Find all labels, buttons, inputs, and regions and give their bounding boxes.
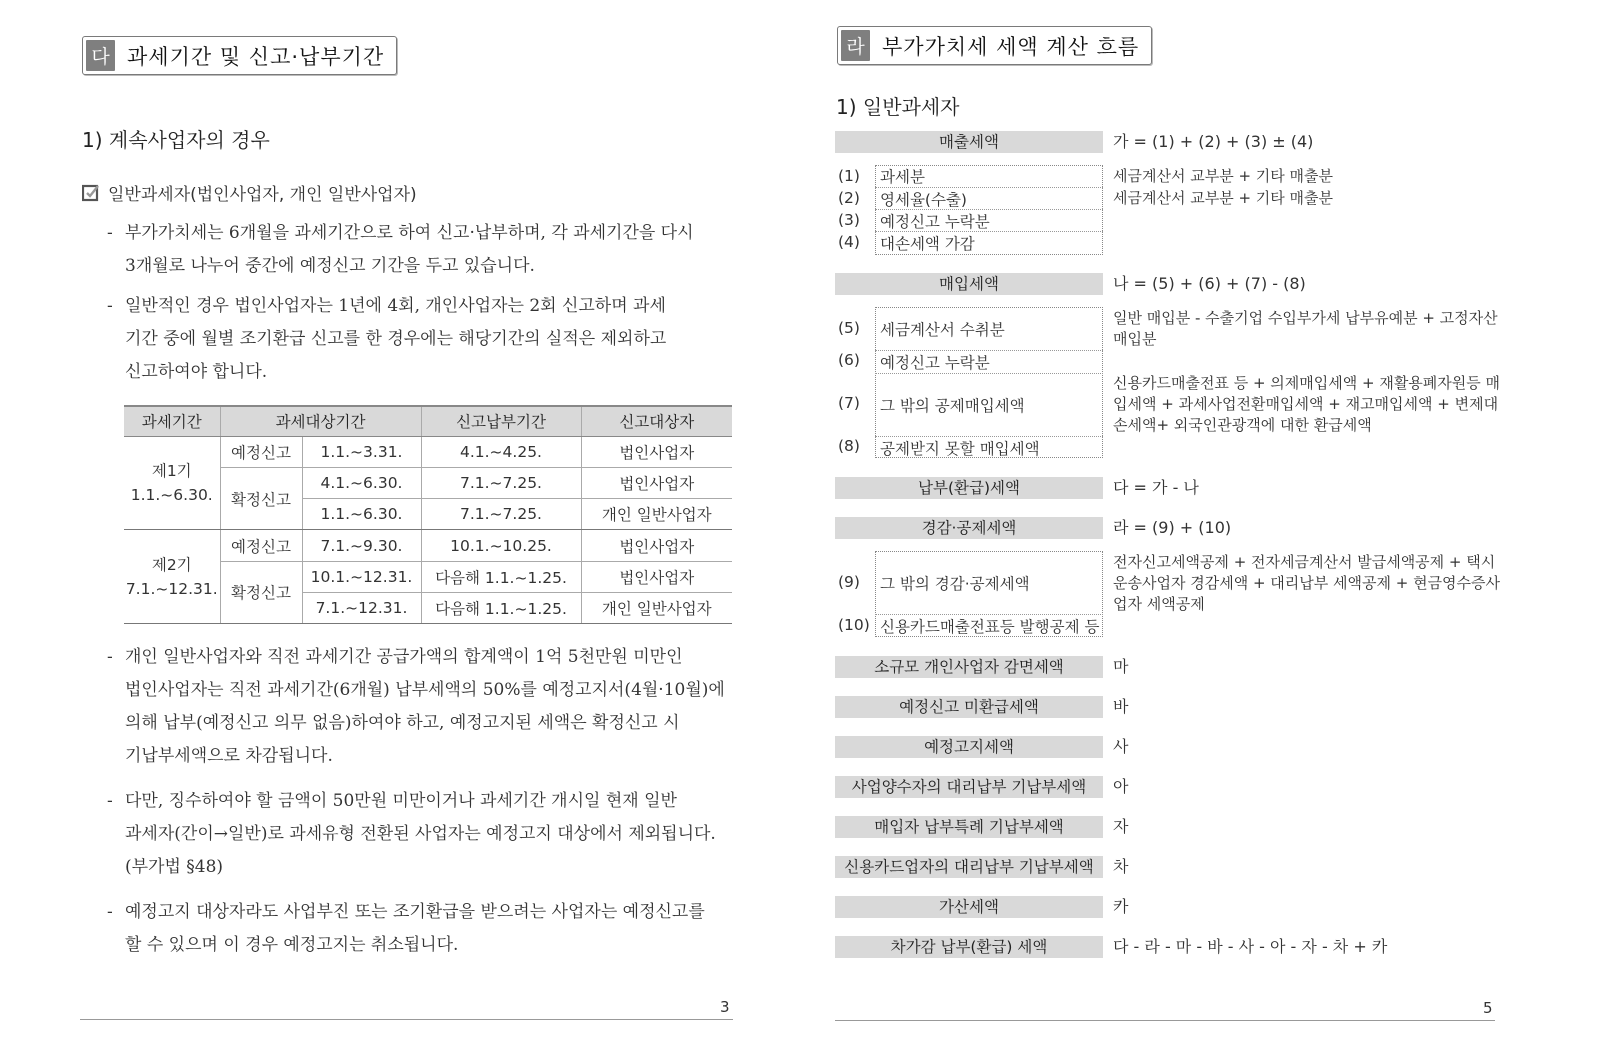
purchaser-special-payment-bar: 매입자 납부특례 기납부세액: [835, 816, 1103, 838]
symbol: 차: [1113, 857, 1129, 876]
item-number: (1): [838, 167, 860, 185]
payable-tax-bar: 납부(환급)세액: [835, 477, 1103, 499]
item-label: 그 밖의 경감·공제세액: [880, 574, 1030, 593]
para-line: 다만, 징수하여야 할 금액이 50만원 미만이거나 과세기간 개시일 현재 일반: [125, 791, 677, 811]
header-target-period: 과세대상기간: [220, 406, 421, 436]
item-number: (10): [838, 616, 870, 634]
transferee-proxy-payment-bar: 사업양수자의 대리납부 기납부세액: [835, 776, 1103, 798]
item-number: (9): [838, 573, 860, 591]
item-label: 예정신고 누락분: [875, 209, 1103, 231]
footer-rule: [835, 1020, 1495, 1021]
checkbox-checked-icon: [82, 184, 100, 202]
item-number: (6): [838, 351, 860, 369]
subheading: 1) 계속사업자의 경우: [82, 128, 270, 152]
payable-tax-formula: 다 = 가 - 나: [1113, 478, 1199, 497]
filer: 법인사업자: [581, 561, 732, 592]
purchase-tax-formula: 나 = (5) + (6) + (7) - (8): [1113, 274, 1306, 293]
symbol: 마: [1113, 657, 1129, 676]
section-title: 부가가치세 세액 계산 흐름: [882, 34, 1140, 59]
symbol: 아: [1113, 777, 1129, 796]
filing-period: 다음해 1.1.~1.25.: [421, 561, 581, 592]
item-number: (7): [838, 394, 860, 412]
filing-period: 10.1.~10.25.: [421, 530, 581, 561]
preliminary-notice-bar: 예정고지세액: [835, 736, 1103, 758]
period-cell: [124, 530, 220, 624]
item-description: 신용카드매출전표 등 + 의제매입세액 + 재활용폐자원등 매입세액 + 과세사업전환매입세액 + 재고매입세액 + 변제대손세액+ 외국인관광객에 대한 환급세액: [1113, 374, 1501, 434]
target-period: 1.1.~3.31.: [302, 436, 421, 467]
symbol: 사: [1113, 737, 1129, 756]
filing-period: 다음해 1.1.~1.25.: [421, 592, 581, 623]
paragraph-5: [107, 896, 732, 962]
target-period: 10.1.~12.31.: [302, 561, 421, 592]
section-header-ra: [837, 26, 1152, 65]
item-description: 일반 매입분 - 수출기업 수입부가세 납부유예분 + 고정자산 매입분: [1113, 309, 1498, 348]
item-label: 예정신고 누락분: [875, 350, 1103, 373]
check-item-label: 일반과세자(법인사업자, 개인 일반사업자): [108, 185, 417, 205]
item-label: 그 밖의 공제매입세액: [875, 373, 1103, 436]
symbol: 카: [1113, 897, 1129, 916]
sales-tax-bar: 매출세액: [835, 131, 1103, 153]
item-number: (2): [838, 189, 860, 207]
target-period: 7.1.~9.30.: [302, 530, 421, 561]
para-line: 3개월로 나누어 중간에 예정신고 기간을 두고 있습니다.: [125, 256, 535, 276]
section-badge: 라: [841, 30, 870, 61]
para-line: 기간 중에 월별 조기환급 신고를 한 경우에는 해당기간의 실적은 제외하고: [125, 329, 667, 349]
item-description: 세금계산서 교부분 + 기타 매출분: [1113, 189, 1334, 207]
table-row: [124, 436, 732, 467]
net-payable-bar: 차가감 납부(환급) 세액: [835, 936, 1103, 958]
section-header-da: [82, 36, 397, 75]
filer: 법인사업자: [581, 530, 732, 561]
paragraph-4: [107, 785, 732, 884]
item-label: 과세분: [880, 168, 925, 186]
purchase-tax-bar: 매입세액: [835, 273, 1103, 295]
para-line: 일반적인 경우 법인사업자는 1년에 4회, 개인사업자는 2회 신고하며 과세: [125, 296, 666, 316]
card-company-proxy-payment-bar: 신용카드업자의 대리납부 기납부세액: [835, 856, 1103, 878]
net-payable-formula: 다 - 라 - 마 - 바 - 사 - 아 - 자 - 차 + 카: [1113, 937, 1388, 956]
section-badge: 다: [86, 40, 115, 71]
para-line: 법인사업자는 직전 과세기간(6개월) 납부세액의 50%를 예정고지서(4월·10월)에: [125, 680, 725, 700]
table-header-row: [124, 406, 732, 436]
check-item: [82, 180, 417, 205]
filing-type: 확정신고: [220, 467, 302, 530]
filing-type: 확정신고: [220, 561, 302, 624]
item-label: 대손세액 가감: [875, 231, 1103, 254]
para-line: 신고하여야 합니다.: [125, 362, 268, 382]
symbol: 바: [1113, 697, 1129, 716]
para-line: 개인 일반사업자와 직전 과세기간 공급가액의 합계액이 1억 5천만원 미만인: [125, 647, 683, 667]
section-title: 과세기간 및 신고·납부기간: [127, 44, 385, 69]
dash: -: [107, 296, 113, 316]
item-number: (3): [838, 211, 860, 229]
item-description: 세금계산서 교부분 + 기타 매출분: [1113, 167, 1334, 185]
item-label: 공제받지 못할 매입세액: [875, 436, 1103, 458]
filing-period: 7.1.~7.25.: [421, 467, 581, 498]
period-range: 1.1.~6.30.: [130, 485, 213, 504]
item-label: 세금계산서 수취분: [880, 320, 1005, 339]
target-period: 7.1.~12.31.: [302, 592, 421, 623]
para-line: 할 수 있으며 이 경우 예정고지는 취소됩니다.: [125, 935, 459, 955]
item-label: 영세율(수출): [875, 187, 1103, 209]
target-period: 1.1.~6.30.: [302, 499, 421, 530]
deduction-tax-formula: 라 = (9) + (10): [1113, 518, 1232, 537]
header-filer: 신고대상자: [581, 406, 732, 436]
para-line: 의해 납부(예정신고 의무 없음)하여야 하고, 예정고지된 세액은 확정신고 시: [125, 713, 680, 733]
deduction-tax-bar: 경감·공제세액: [835, 517, 1103, 539]
penalty-tax-bar: 가산세액: [835, 896, 1103, 918]
table-row: [124, 530, 732, 561]
small-business-reduction-bar: 소규모 개인사업자 감면세액: [835, 656, 1103, 678]
period-cell: [124, 436, 220, 530]
filer: 개인 일반사업자: [581, 592, 732, 623]
item-number: (4): [838, 233, 860, 251]
para-line: (부가법 §48): [125, 857, 224, 877]
filing-period: 7.1.~7.25.: [421, 499, 581, 530]
symbol: 자: [1113, 817, 1129, 836]
filing-period-table: [124, 405, 732, 624]
filer: 법인사업자: [581, 467, 732, 498]
filer: 법인사업자: [581, 436, 732, 467]
page-number: 3: [720, 998, 730, 1016]
dash: -: [107, 902, 113, 922]
filer: 개인 일반사업자: [581, 499, 732, 530]
item-label: 신용카드매출전표등 발행공제 등: [875, 614, 1103, 637]
subheading: 1) 일반과세자: [836, 95, 960, 119]
header-filing-period: 신고납부기간: [421, 406, 581, 436]
preliminary-unrefunded-bar: 예정신고 미환급세액: [835, 696, 1103, 718]
item-number: (5): [838, 319, 860, 337]
page-number: 5: [1483, 999, 1493, 1017]
paragraph-3: [107, 641, 732, 773]
period-name: 제2기: [151, 555, 192, 574]
paragraph-2: [107, 290, 732, 389]
period-range: 7.1.~12.31.: [125, 579, 218, 598]
period-name: 제1기: [151, 461, 192, 480]
filing-type: 예정신고: [220, 436, 302, 467]
target-period: 4.1.~6.30.: [302, 467, 421, 498]
dash: -: [107, 223, 113, 243]
filing-period: 4.1.~4.25.: [421, 436, 581, 467]
para-line: 과세자(간이→일반)로 과세유형 전환된 사업자는 예정고지 대상에서 제외됩니다.: [125, 824, 716, 844]
sales-tax-formula: 가 = (1) + (2) + (3) ± (4): [1113, 132, 1314, 151]
para-line: 기납부세액으로 차감됩니다.: [125, 746, 333, 766]
dash: -: [107, 647, 113, 667]
item-description: 전자신고세액공제 + 전자세금계산서 발급세액공제 + 택시운송사업자 경감세액 + 대리납부 세액공제 + 현금영수증사업자 세액공제: [1113, 553, 1501, 613]
para-line: 부가가치세는 6개월을 과세기간으로 하여 신고·납부하며, 각 과세기간을 다시: [125, 223, 694, 243]
filing-type: 예정신고: [220, 530, 302, 561]
dash: -: [107, 791, 113, 811]
footer-rule: [80, 1019, 733, 1020]
paragraph-1: [107, 217, 732, 283]
para-line: 예정고지 대상자라도 사업부진 또는 조기환급을 받으려는 사업자는 예정신고를: [125, 902, 705, 922]
header-tax-period: 과세기간: [124, 406, 220, 436]
item-number: (8): [838, 437, 860, 455]
